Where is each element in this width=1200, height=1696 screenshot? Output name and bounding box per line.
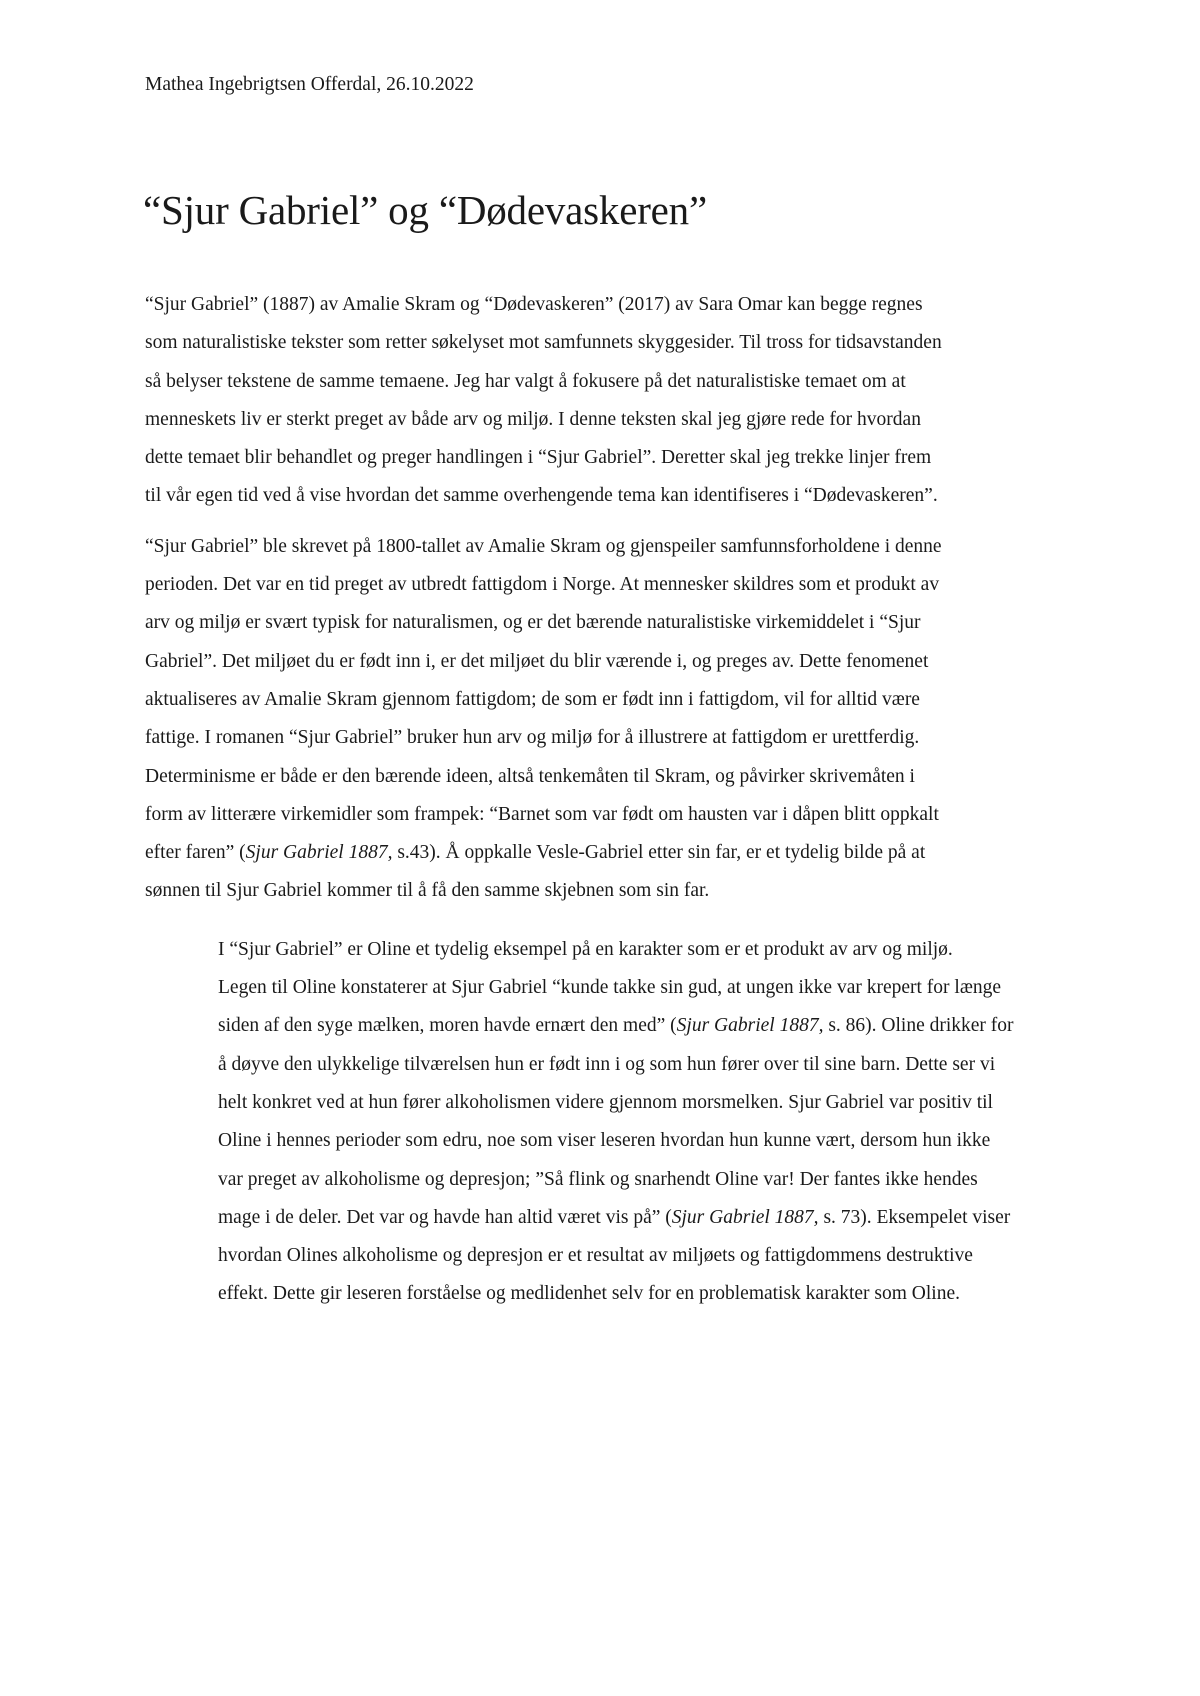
paragraph bbox=[145, 931, 1055, 1314]
text-line bbox=[145, 719, 1055, 757]
text-segment: sønnen til Sjur Gabriel kommer til å få den samme skjebnen som sin far. bbox=[145, 880, 710, 902]
text-segment: I “Sjur Gabriel” er Oline et tydelig eksempel på en karakter som er et produkt av arv og miljø. bbox=[218, 938, 953, 960]
text-segment: “Sjur Gabriel” ble skrevet på 1800-tallet av Amalie Skram og gjenspeiler samfunnsforholdene i denne bbox=[145, 535, 942, 557]
text-segment: mage i de deler. Det var og havde han altid været vis på” ( bbox=[218, 1206, 672, 1228]
text-line bbox=[145, 1046, 1055, 1084]
text-line bbox=[145, 1275, 1055, 1313]
citation-title: Sjur Gabriel 1887, bbox=[245, 842, 393, 864]
text-line bbox=[145, 969, 1055, 1007]
paragraph bbox=[145, 286, 1055, 516]
text-line bbox=[145, 1007, 1055, 1045]
text-line bbox=[145, 286, 1055, 324]
text-line bbox=[145, 1161, 1055, 1199]
text-segment: form av litterære virkemidler som frampek: “Barnet som var født om hausten var i dåpen blitt oppkalt bbox=[145, 803, 939, 825]
text-segment: som naturalistiske tekster som retter søkelyset mot samfunnets skyggesider. Til tross for tidsavstanden bbox=[145, 332, 942, 354]
text-line bbox=[145, 681, 1055, 719]
text-segment: var preget av alkoholisme og depresjon; ”Så flink og snarhendt Oline var! Der fantes ikke hendes bbox=[218, 1168, 978, 1190]
text-segment: dette temaet blir behandlet og preger handlingen i “Sjur Gabriel”. Deretter skal jeg trekke linjer frem bbox=[145, 447, 932, 469]
text-line bbox=[145, 566, 1055, 604]
text-line bbox=[145, 1237, 1055, 1275]
text-segment: Legen til Oline konstaterer at Sjur Gabriel “kunde takke sin gud, at ungen ikke var krepert for længe bbox=[218, 977, 1001, 999]
text-line bbox=[145, 528, 1055, 566]
text-line bbox=[145, 439, 1055, 477]
text-segment: s. 73). Eksempelet viser bbox=[818, 1206, 1011, 1228]
text-line bbox=[145, 931, 1055, 969]
text-segment: fattige. I romanen “Sjur Gabriel” bruker hun arv og miljø for å illustrere at fattigdom er urettferdig. bbox=[145, 727, 920, 749]
text-line bbox=[145, 1122, 1055, 1160]
text-segment: s. 86). Oline drikker for bbox=[823, 1015, 1014, 1037]
text-segment: aktualiseres av Amalie Skram gjennom fattigdom; de som er født inn i fattigdom, vil for alltid være bbox=[145, 688, 920, 710]
text-segment: menneskets liv er sterkt preget av både arv og miljø. I denne teksten skal jeg gjøre rede for hvordan bbox=[145, 408, 921, 430]
text-line bbox=[145, 872, 1055, 910]
citation-title: Sjur Gabriel 1887, bbox=[676, 1015, 824, 1037]
text-line bbox=[145, 604, 1055, 642]
text-line bbox=[145, 796, 1055, 834]
document-body bbox=[145, 286, 1055, 1314]
author-date-line: Mathea Ingebrigtsen Offerdal, 26.10.2022 bbox=[145, 74, 474, 95]
text-segment: efter faren” ( bbox=[145, 842, 246, 864]
citation-title: Sjur Gabriel 1887, bbox=[671, 1206, 819, 1228]
text-line bbox=[145, 1199, 1055, 1237]
text-segment: til vår egen tid ved å vise hvordan det samme overhengende tema kan identifiseres i “Dødevaskeren”. bbox=[145, 485, 938, 507]
text-segment: effekt. Dette gir leseren forståelse og medlidenhet selv for en problematisk karakter som Oline. bbox=[218, 1283, 961, 1305]
text-line bbox=[145, 1084, 1055, 1122]
text-segment: siden af den syge mælken, moren havde ernært den med” ( bbox=[218, 1015, 677, 1037]
page-title: “Sjur Gabriel” og “Dødevaskeren” bbox=[143, 187, 707, 233]
text-segment: arv og miljø er svært typisk for naturalismen, og er det bærende naturalistiske virkemiddelet i “Sjur bbox=[145, 612, 921, 634]
text-segment: så belyser tekstene de samme temaene. Jeg har valgt å fokusere på det naturalistiske temaet om at bbox=[145, 370, 906, 392]
text-segment: s.43). Å oppkalle Vesle-Gabriel etter sin far, er et tydelig bilde på at bbox=[392, 842, 926, 864]
text-segment: helt konkret ved at hun fører alkoholismen videre gjennom morsmelken. Sjur Gabriel var positiv til bbox=[218, 1091, 993, 1113]
text-segment: perioden. Det var en tid preget av utbredt fattigdom i Norge. At mennesker skildres som et produkt av bbox=[145, 574, 940, 596]
text-line bbox=[145, 363, 1055, 401]
text-segment: Gabriel”. Det miljøet du er født inn i, er det miljøet du blir værende i, og preges av. Dette fenomenet bbox=[145, 650, 929, 672]
text-line bbox=[145, 758, 1055, 796]
text-segment: Oline i hennes perioder som edru, noe som viser leseren hvordan hun kunne vært, dersom hun ikke bbox=[218, 1130, 991, 1152]
text-segment: “Sjur Gabriel” (1887) av Amalie Skram og “Dødevaskeren” (2017) av Sara Omar kan begge regnes bbox=[145, 294, 923, 315]
text-line bbox=[145, 834, 1055, 872]
text-line bbox=[145, 643, 1055, 681]
paragraph bbox=[145, 528, 1055, 911]
text-segment: Determinisme er både er den bærende ideen, altså tenkemåten til Skram, og påvirker skrivemåten i bbox=[145, 765, 915, 787]
text-segment: hvordan Olines alkoholisme og depresjon er et resultat av miljøets og fattigdommens destruktive bbox=[218, 1245, 973, 1267]
text-line bbox=[145, 477, 1055, 515]
text-line bbox=[145, 401, 1055, 439]
text-line bbox=[145, 324, 1055, 362]
text-segment: å døyve den ulykkelige tilværelsen hun er født inn i og som hun fører over til sine barn. Dette ser vi bbox=[218, 1053, 996, 1075]
